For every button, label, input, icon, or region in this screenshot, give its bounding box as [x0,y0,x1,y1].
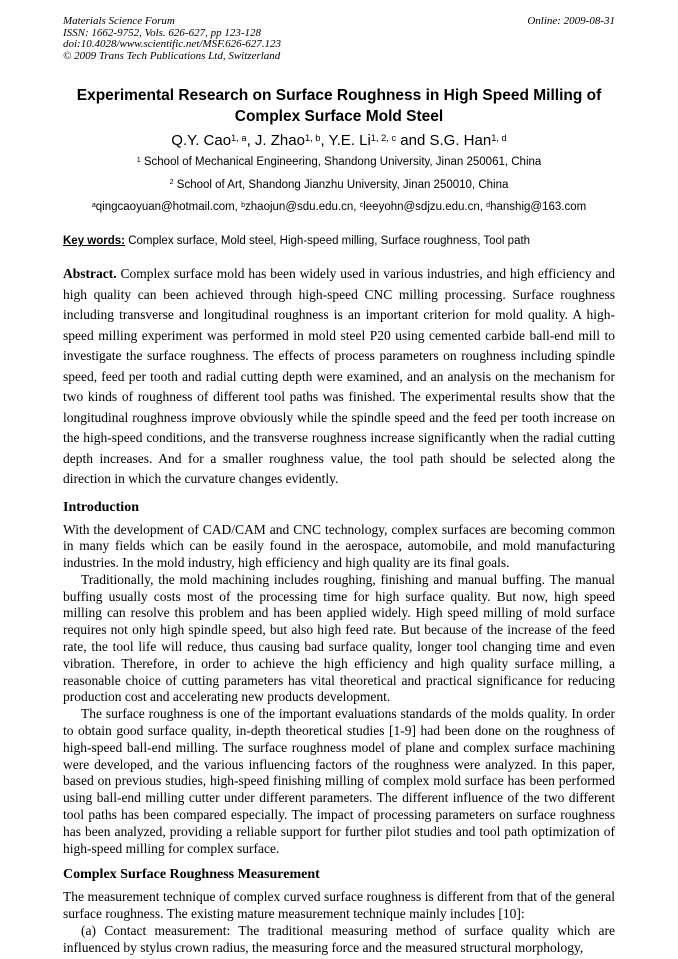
email-superscript: c [359,200,364,209]
abstract-paragraph [63,264,615,490]
authors-line [63,131,615,151]
author-superscript: 1, a [231,132,247,143]
keywords-text: Complex surface, Mold steel, High-speed milling, Surface roughness, Tool path [125,235,531,247]
affiliation-superscript: 1 [136,155,141,164]
email-superscript: a [91,200,96,209]
section-heading-introduction: Introduction [63,499,139,515]
author-name: Y.E. Li [328,132,371,149]
issn-line: ISSN: 1662-9752, Vols. 626-627, pp 123-128 [63,26,261,39]
author-superscript: 1, 2, c [370,132,397,143]
author-superscript: 1, d [491,132,507,143]
author-superscript: 1, b [304,132,321,143]
emails-line [63,201,615,214]
paper-title-line1: Experimental Research on Surface Roughness in High Speed Milling of [76,87,602,104]
author-separator: , [246,132,255,149]
email-address: leeyohn@sdjzu.edu.cn [363,201,480,213]
paragraph-measurement-1: The measurement technique of complex curved surface roughness is different from that of the general surface roughness. The existing mature measurement technique mainly includes [10]: [63,889,615,922]
publication-info [63,16,281,62]
affiliation-text: School of Mechanical Engineering, Shandong University, Jinan 250061, China [140,156,542,168]
doi-line: doi:10.4028/www.scientific.net/MSF.626-627.123 [63,38,282,50]
paragraph-intro-2: Traditionally, the mold machining includes roughing, finishing and manual buffing. The manual buffing usually costs most of the processing time for high surface quality. But now, high speed milling can resolve this problem and has been applied widely. High speed milling of mold surface requires not only high spindle speed, but also high feed rate. But because of the increase of the feed rate, the tool life will reduce, thus causing bad surface quality, longer tool changing time and even vibration. Therefore, in order to achieve the high efficiency and high quality surface milling, a reasonable choice of cutting parameters has vital theoretical and practical significance for reducing production cost and accelerating new products development. [63,571,615,705]
paragraph-intro-1: With the development of CAD/CAM and CNC technology, complex surfaces are becoming common in many fields which can be easily found in the aerospace, automobile, and mold manufacturing industries. In the mold industry, high efficiency and high quality are its final goals. [63,521,615,571]
email-separator: , [234,201,242,213]
email-address: zhaojun@sdu.edu.cn [245,201,354,213]
journal-name: Materials Science Forum [63,15,175,27]
email-separator: , [353,201,360,213]
keywords-line [63,234,615,248]
email-address: hanshig@163.com [490,201,587,213]
email-address: qingcaoyuan@hotmail.com [95,201,235,213]
copyright-line: © 2009 Trans Tech Publications Ltd, Switzerland [63,49,281,62]
paper-title-line2: Complex Surface Mold Steel [234,108,444,125]
paragraph-measurement-2: (a) Contact measurement: The traditional measuring method of surface quality which are influenced by stylus crown radius, the measuring force and the measured structural morphology, [63,923,615,955]
author-separator: and [396,132,430,149]
online-date: Online: 2009-08-31 [527,15,615,27]
paper-title [63,85,615,127]
email-superscript: b [241,200,246,209]
author-name: J. Zhao [254,132,305,149]
affiliation-superscript: 2 [169,178,174,187]
author-name: S.G. Han [429,132,492,149]
publication-header [63,16,615,62]
affiliation-1 [63,156,615,169]
abstract-label: Abstract. [63,266,117,281]
email-superscript: d [486,200,491,209]
affiliation-2 [63,179,615,192]
keywords-label: Key words: [63,235,125,247]
abstract-text: Complex surface mold has been widely used in various industries, and high efficiency and high quality can been achieved through high-speed CNC milling processing. Surface roughness including transverse and longitudinal roughness is an important criterion for mold quality. A high-speed milling experiment was performed in mold steel P20 using cemented carbide ball-end mill to investigate the surface roughness. The effects of process parameters on roughness including spindle speed, feed per tooth and radial cutting depth were examined, and an analysis on the mechanism for two kinds of roughness of different tool paths was finished. The experimental results show that the longitudinal roughness improve obviously while the spindle speed and the feed per tooth increase on the high-speed conditions, and the transverse roughness increase significantly when the radial cutting depth increases. And for a smaller roughness value, the tool path should be selected along the direction in which the curvature changes evidently. [63,266,615,486]
affiliation-text: School of Art, Shandong Jianzhu University, Jinan 250010, China [173,178,509,191]
email-separator: , [479,201,487,213]
paragraph-intro-3: The surface roughness is one of the important evaluations standards of the molds quality. In order to obtain good surface quality, in-depth theoretical studies [1-9] had been done on the roughness of high-speed ball-end milling. The surface roughness model of plane and complex surface machining were developed, and the various influencing factors of the roughness were analyzed. In this paper, based on previous studies, high-speed finishing milling of complex mold surface has been performed using ball-end milling cutter under different parameters. The different influence of the two different tool paths has been compared especially. The impact of processing parameters on surface roughness has been analyzed, providing a reliable support for further pilot studies and tool path optimization of high-speed milling for complex surface. [63,706,615,856]
author-separator: , [320,132,329,149]
section-heading-measurement: Complex Surface Roughness Measurement [63,867,320,883]
author-name: Q.Y. Cao [171,132,232,149]
